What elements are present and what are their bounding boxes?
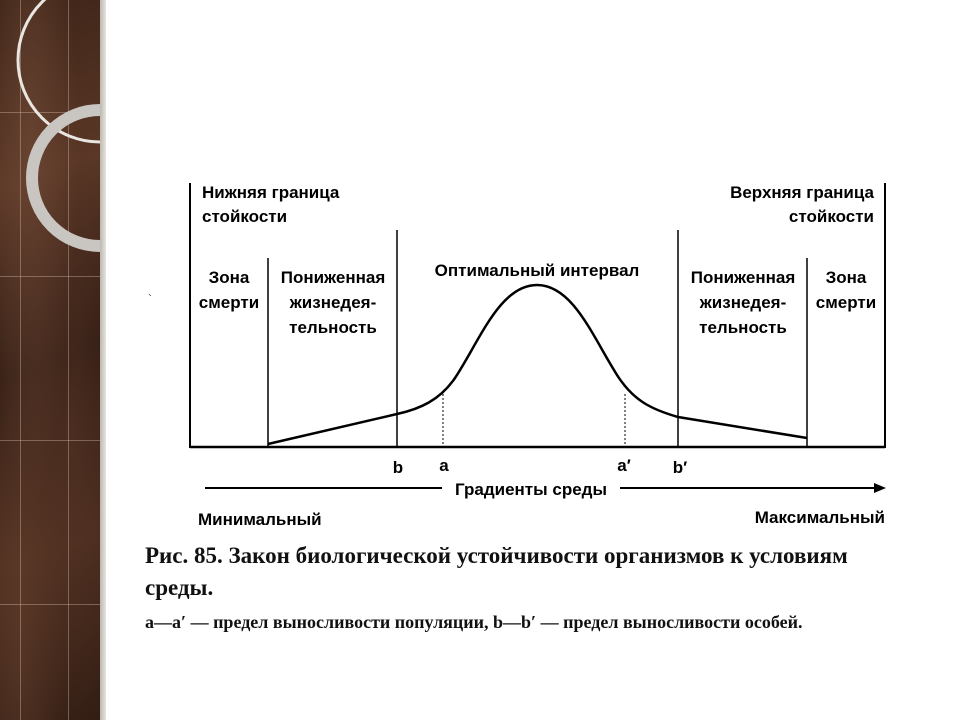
upper-limit-label-2: стойкости [788,207,874,226]
lower-limit-label-1: Нижняя граница [202,183,340,202]
marker-b-prime-label: b′ [672,458,688,477]
figure-caption-line2: среды. [145,575,214,600]
death-zone-right-1: Зона [825,268,867,287]
gradient-axis-label: Градиенты среды [455,480,607,499]
reduced-right-1: Пониженная [690,268,796,287]
legend-text: — предел выносливости популяции, b—b′ — предел выносливости особей. [190,612,803,632]
figure-title: Закон биологической устойчивости организмов к условиям [228,543,848,568]
figure-legend [145,612,802,633]
optimal-interval-label: Оптимальный интервал [434,261,640,280]
reduced-left-2: жизнедея- [289,293,377,312]
stray-mark: ` [148,292,152,306]
marker-a-label: a [439,456,449,475]
upper-limit-label-1: Верхняя граница [730,183,874,202]
maximum-label: Максимальный [754,508,885,527]
gradient-axis-arrowhead [874,483,886,493]
lower-limit-label-2: стойкости [202,207,288,226]
marker-a-prime-label: a′ [617,456,631,475]
marker-b-label: b [392,458,404,477]
death-zone-left-1: Зона [208,268,250,287]
minimum-label: Минимальный [198,510,322,529]
reduced-left-3: тельность [289,318,377,337]
reduced-right-2: жизнедея- [699,293,787,312]
death-zone-left-2: смерти [198,293,260,312]
figure-label: Рис. 85. [145,543,223,568]
death-zone-right-2: смерти [815,293,877,312]
figure-caption-line1 [145,543,848,569]
legend-range: a—a′ [145,612,187,632]
reduced-left-1: Пониженная [280,268,386,287]
reduced-right-3: тельность [699,318,787,337]
